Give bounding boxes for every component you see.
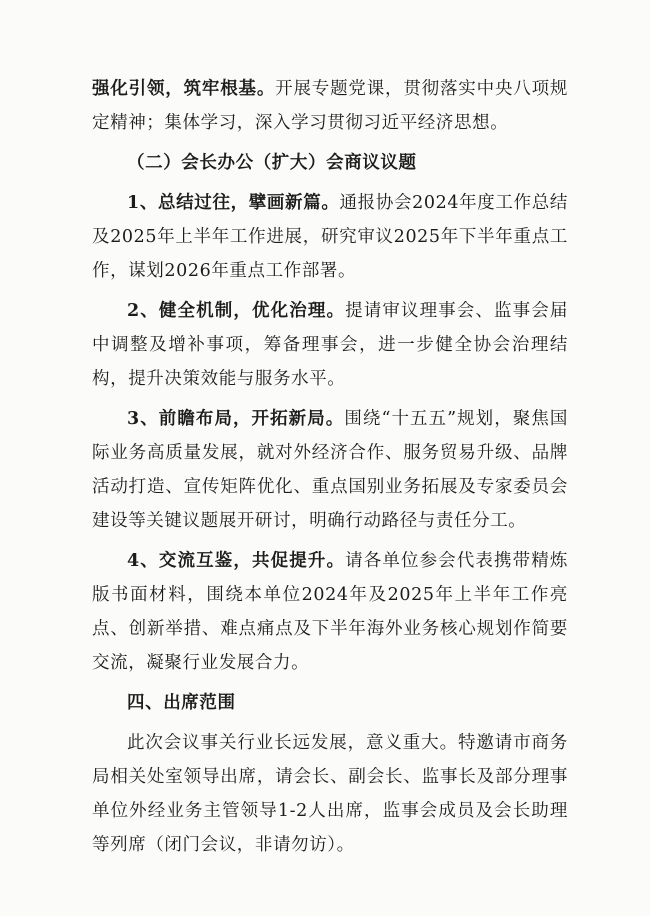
paragraph-party-study xyxy=(92,72,568,140)
section-heading-attendance: 四、出席范围 xyxy=(127,693,236,713)
agenda-item-1 xyxy=(92,186,568,288)
agenda-item-2 xyxy=(92,294,568,396)
agenda-item-lead: 1、总结过往，擘画新篇。 xyxy=(127,193,340,213)
agenda-item-text: 围绕“十五五”规划，聚焦国际业务高质量发展，就对外经济合作、服务贸易升级、品牌活动打造、宣传矩阵优化、重点国别业务拓展及专家委员会建设等关键议题展开研讨，明确行动路径与责任分工。 xyxy=(92,409,568,531)
agenda-item-4 xyxy=(92,544,568,680)
paragraph-lead: 强化引领，筑牢根基。 xyxy=(92,79,276,99)
agenda-item-lead: 4、交流互鉴，共促提升。 xyxy=(127,551,346,571)
agenda-item-text: 请各单位参会代表携带精炼版书面材料，围绕本单位2024年及2025年上半年工作亮点、创新举措、难点痛点及下半年海外业务核心规划作简要交流，凝聚行业发展合力。 xyxy=(92,551,568,673)
agenda-item-lead: 2、健全机制，优化治理。 xyxy=(127,301,346,321)
attendance-paragraph: 此次会议事关行业长远发展，意义重大。特邀请市商务局相关处室领导出席，请会长、副会长、监事长及部分理事单位外经业务主管领导1-2人出席，监事会成员及会长助理等列席（闭门会议，非请勿访）。 xyxy=(92,733,568,855)
paragraph-text: 开展专题党课，贯彻落实中央八项规定精神；集体学习，深入学习贯彻习近平经济思想。 xyxy=(92,79,568,133)
section-heading-agenda: （二）会长办公（扩大）会商议议题 xyxy=(127,153,417,173)
agenda-item-text: 通报协会2024年度工作总结及2025年上半年工作进展，研究审议2025年下半年重点工作，谋划2026年重点工作部署。 xyxy=(92,193,568,281)
agenda-item-lead: 3、前瞻布局，开拓新局。 xyxy=(127,409,345,429)
agenda-item-3 xyxy=(92,402,568,538)
agenda-item-text: 提请审议理事会、监事会届中调整及增补事项，筹备理事会，进一步健全协会治理结构，提升决策效能与服务水平。 xyxy=(92,301,568,389)
